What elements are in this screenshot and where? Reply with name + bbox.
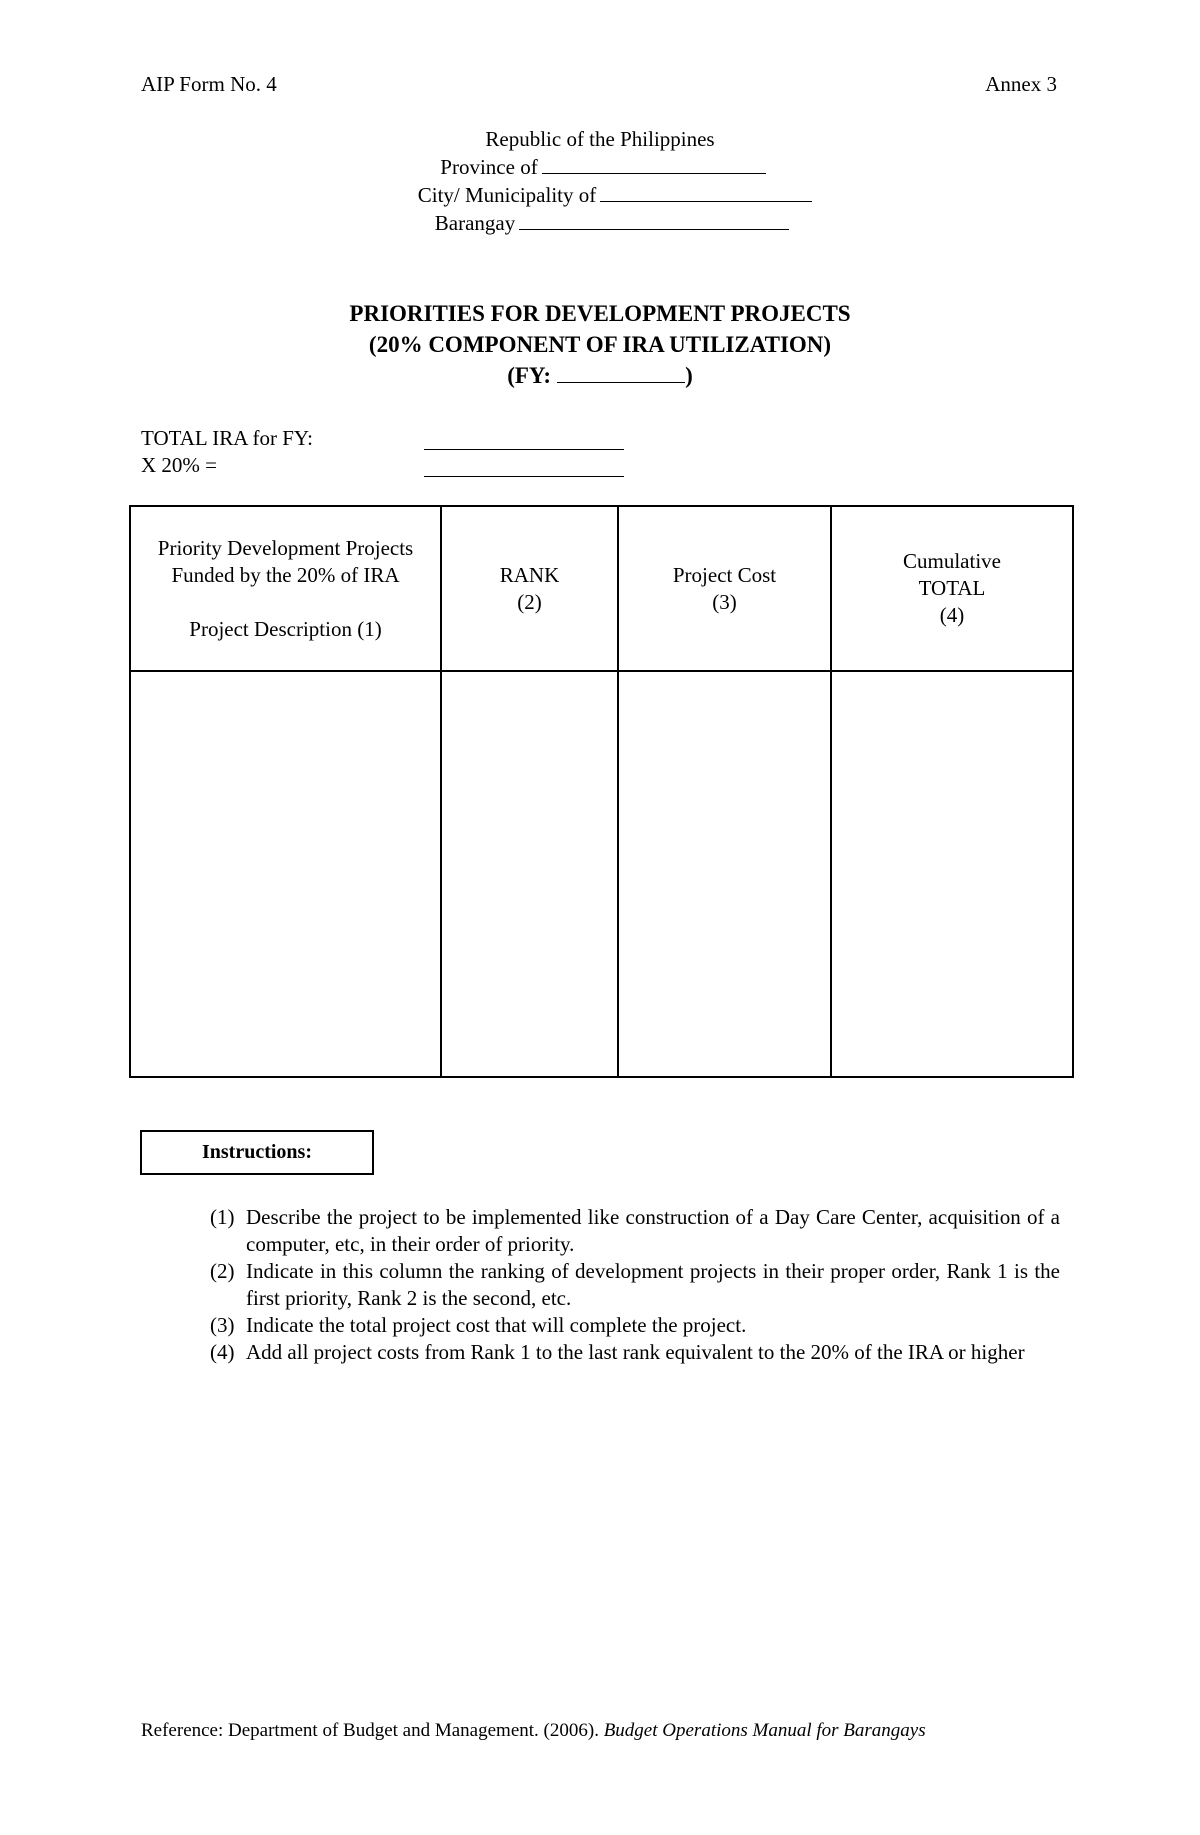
list-item: [210, 1204, 1060, 1258]
instructions-heading: Instructions:: [140, 1130, 374, 1175]
province-blank[interactable]: [542, 153, 766, 174]
instruction-number: (1): [210, 1205, 235, 1229]
col3-line1: Project Cost: [672, 562, 777, 587]
col4-line2: TOTAL: [918, 576, 986, 600]
province-row: [0, 153, 1200, 181]
total-ira-label: TOTAL IRA for FY:: [141, 426, 313, 450]
barangay-row: [0, 209, 1200, 237]
col4-line3: (4): [939, 603, 965, 627]
title-fy-row: [0, 360, 1200, 391]
city-label: City/ Municipality of: [417, 183, 597, 207]
instructions-list: [210, 1204, 1060, 1366]
col3-line2: (3): [712, 589, 737, 614]
cell-project-cost[interactable]: [618, 671, 831, 1077]
republic-line: Republic of the Philippines: [485, 127, 715, 151]
reference-title: Budget Operations Manual for Barangays: [603, 1720, 926, 1741]
col2-line2: (2): [517, 589, 542, 614]
instruction-number: (4): [210, 1340, 235, 1364]
instruction-number: (2): [210, 1259, 235, 1283]
barangay-label: Barangay: [434, 211, 516, 235]
col1-spacer: [131, 589, 440, 616]
instruction-text: Describe the project to be implemented like construction of a Day Care Center, acquisition of a computer, etc, in their order of priority.: [246, 1205, 1060, 1256]
annex-label: Annex 3: [985, 72, 1057, 96]
city-blank[interactable]: [600, 181, 812, 202]
list-item: [210, 1339, 1060, 1366]
title-line-1: PRIORITIES FOR DEVELOPMENT PROJECTS: [349, 301, 851, 326]
col1-line1: Priority Development Projects: [157, 535, 414, 560]
title-line-2: (20% COMPONENT OF IRA UTILIZATION): [368, 332, 832, 357]
x20-label: X 20% =: [141, 453, 218, 477]
col4-line1: Cumulative: [903, 549, 1001, 573]
province-label: Province of: [440, 155, 538, 179]
cell-rank[interactable]: [441, 671, 618, 1077]
total-ira-blank[interactable]: [424, 449, 624, 450]
list-item: [210, 1258, 1060, 1312]
cell-project-description[interactable]: [130, 671, 441, 1077]
col2-line1: RANK: [499, 562, 560, 587]
table-row: [130, 671, 1073, 1077]
instruction-number: (3): [210, 1313, 235, 1337]
col1-line3: Project Description (1): [189, 616, 382, 641]
form-number: AIP Form No. 4: [141, 72, 277, 96]
address-block: [0, 126, 1200, 237]
col-header-project-cost: [618, 506, 831, 671]
reference-citation: [141, 1720, 926, 1742]
reference-prefix: Reference: Department of Budget and Management. (2006).: [141, 1720, 604, 1741]
fy-open: (FY:: [507, 363, 552, 388]
instruction-text: Indicate in this column the ranking of development projects in their proper order, Rank 1 is the first priority, Rank 2 is the second, etc.: [246, 1259, 1060, 1310]
x20-blank[interactable]: [424, 476, 624, 477]
col-header-project-description: [130, 506, 441, 671]
fy-close: ): [685, 363, 693, 388]
col1-line2: Funded by the 20% of IRA: [171, 562, 400, 587]
projects-table: [129, 505, 1074, 1078]
col-header-rank: [441, 506, 618, 671]
table-header-row: [130, 506, 1073, 671]
instruction-text: Indicate the total project cost that will complete the project.: [246, 1313, 747, 1337]
col-header-cumulative-total: [831, 506, 1073, 671]
cell-cumulative-total[interactable]: [831, 671, 1073, 1077]
instruction-text: Add all project costs from Rank 1 to the last rank equivalent to the 20% of the IRA or higher: [246, 1340, 1025, 1364]
fy-blank[interactable]: [557, 362, 685, 383]
list-item: [210, 1312, 1060, 1339]
barangay-blank[interactable]: [519, 209, 789, 230]
city-row: [0, 181, 1200, 209]
form-title: [0, 298, 1200, 391]
